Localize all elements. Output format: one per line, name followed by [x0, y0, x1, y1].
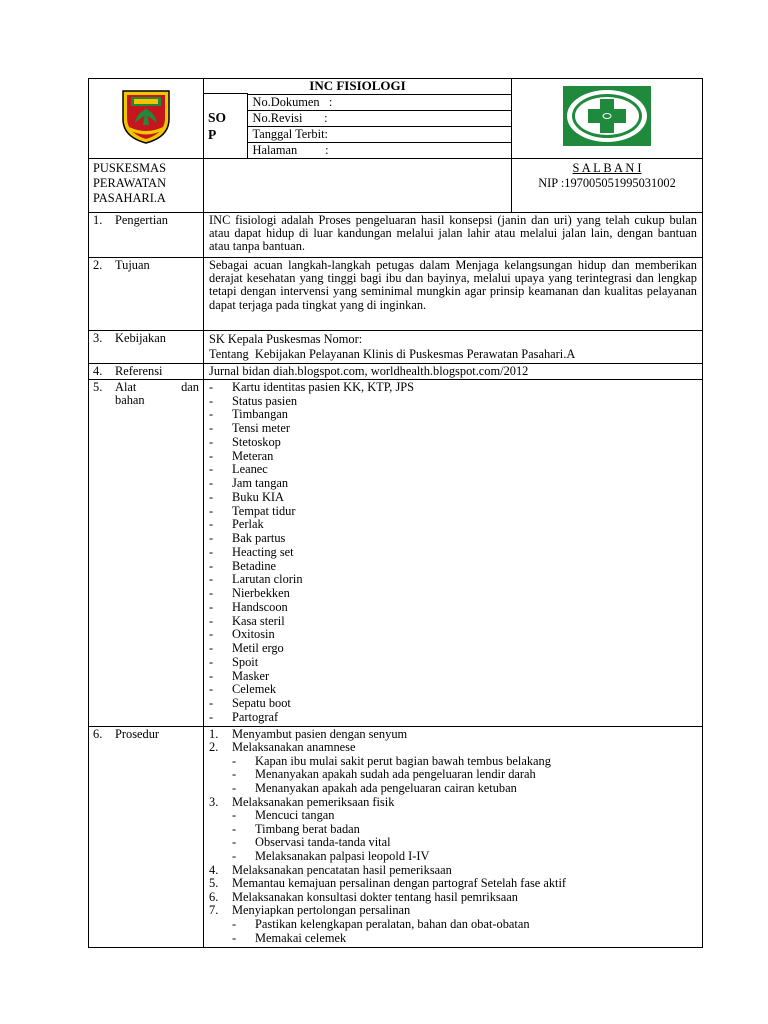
procedure-step: 6. Melaksanakan konsultasi dokter tentang hasil pemriksaan — [209, 889, 518, 904]
alat-bahan-list — [209, 381, 697, 725]
signer-cell — [512, 158, 703, 212]
section-label-kebijakan: 3. Kebijakan — [89, 330, 204, 363]
list-item: - Jam tangan — [209, 476, 289, 491]
alat-bahan-list-cell — [204, 379, 703, 726]
procedure-substep: - Memakai celemek — [232, 930, 347, 945]
list-item: - Spoit — [209, 654, 259, 669]
meta-issue-date: Tanggal Terbit: — [248, 126, 512, 142]
procedure-step: 1. Menyambut pasien dengan senyum — [209, 726, 408, 741]
procedure-step: 2. Melaksanakan anamnese — [209, 740, 356, 755]
meta-table — [204, 93, 511, 158]
list-item: - Buku KIA — [209, 489, 284, 504]
list-item: - Tensi meter — [209, 421, 290, 436]
procedure-step: 7. Menyiapkan pertolongan persalinan — [209, 903, 411, 918]
document-title: INC FISIOLOGI — [309, 78, 406, 93]
list-item: - Leanec — [209, 462, 268, 477]
meta-revision: No.Revisi : — [248, 110, 512, 126]
signer-nip: NIP :197005051995031002 — [538, 175, 676, 190]
list-item: - Masker — [209, 668, 270, 683]
list-item: - Partograf — [209, 709, 279, 724]
section-label-prosedur: 6. Prosedur — [89, 726, 204, 948]
section-label-referensi: 4. Referensi — [89, 363, 204, 379]
signer-name: S A L B A N I — [572, 160, 642, 175]
section-label-alat-bahan: 5. Alat dan bahan — [89, 379, 204, 726]
blank-cell — [204, 158, 512, 212]
procedure-substep: - Menanyakan apakah ada pengeluaran cairan ketuban — [232, 781, 517, 796]
list-item: - Betadine — [209, 558, 277, 573]
section-label-tujuan: 2. Tujuan — [89, 257, 204, 330]
kebijakan-text: SK Kepala Puskesmas Nomor: Tentang Kebijakan Pelayanan Klinis di Puskesmas Perawatan Pasahari.A — [204, 330, 703, 363]
list-item: - Oxitosin — [209, 627, 275, 642]
procedure-substep: - Menanyakan apakah sudah ada pengeluaran lendir darah — [232, 767, 536, 782]
left-logo-cell — [89, 79, 204, 159]
meta-page: Halaman : — [248, 142, 512, 158]
procedure-substep: - Timbang berat badan — [232, 821, 360, 836]
list-item: - Stetoskop — [209, 434, 281, 449]
list-item: - Handscoon — [209, 599, 288, 614]
referensi-text: Jurnal bidan diah.blogspot.com, worldhealth.blogspot.com/2012 — [204, 363, 703, 379]
procedure-substep: - Kapan ibu mulai sakit perut bagian bawah tembus belakang — [232, 753, 551, 768]
prosedur-list — [209, 728, 697, 946]
procedure-substep: - Observasi tanda-tanda vital — [232, 835, 391, 850]
meta-fields — [247, 94, 511, 158]
list-item: - Nierbekken — [209, 586, 290, 601]
list-item: - Celemek — [209, 682, 277, 697]
tujuan-text: Sebagai acuan langkah-langkah petugas dalam Menjaga kelangsungan hidup dan memberikan derajat kesehatan yang tinggi bagi ibu dan bayinya, melalui upaya yang terintegrasi dan lengkap tetapi dengan intervensi yang seminimal mungkin agar prinsip keamanan dan kualitas pelayanan dapat terjaga pada tingkat yang di inginkan. — [204, 257, 703, 330]
organization-cell: PUSKESMAS PERAWATAN PASAHARI.A — [89, 158, 204, 212]
list-item: - Bak partus — [209, 531, 286, 546]
procedure-substep: - Pastikan kelengkapan peralatan, bahan dan obat-obatan — [232, 916, 530, 931]
health-cross-icon — [562, 85, 652, 147]
list-item: - Sepatu boot — [209, 696, 291, 711]
sop-label: SO P — [204, 94, 247, 158]
list-item: - Metil ergo — [209, 641, 284, 656]
prosedur-list-cell — [204, 726, 703, 948]
list-item: - Kartu identitas pasien KK, KTP, JPS — [209, 379, 415, 394]
list-item: - Tempat tidur — [209, 503, 296, 518]
list-item: - Timbangan — [209, 407, 288, 422]
list-item: - Status pasien — [209, 393, 298, 408]
procedure-step: 5. Memantau kemajuan persalinan dengan partograf Setelah fase aktif — [209, 876, 567, 891]
list-item: - Meteran — [209, 448, 274, 463]
meta-doc-number: No.Dokumen : — [248, 94, 512, 110]
sop-document — [88, 78, 702, 948]
procedure-step: 4. Melaksanakan pencatatan hasil pemeriksaan — [209, 862, 452, 877]
right-logo-cell — [512, 79, 703, 159]
pengertian-text: INC fisiologi adalah Proses pengeluaran hasil konsepsi (janin dan uri) yang telah cukup bulan atau dapat hidup di luar kandungan melalui jalan lahir atau melalui jalan lain, dengan bantuan atau tanpa bantuan. — [204, 212, 703, 257]
regional-emblem-icon — [115, 85, 177, 147]
title-meta-cell — [204, 79, 512, 159]
list-item: - Larutan clorin — [209, 572, 303, 587]
section-label-pengertian: 1. Pengertian — [89, 212, 204, 257]
list-item: - Perlak — [209, 517, 264, 532]
procedure-substep: - Melaksanakan palpasi leopold I-IV — [232, 849, 430, 863]
procedure-step: 3. Melaksanakan pemeriksaan fisik — [209, 794, 395, 809]
sop-table — [88, 78, 703, 948]
procedure-substep: - Mencuci tangan — [232, 808, 335, 823]
list-item: - Kasa steril — [209, 613, 285, 628]
list-item: - Heacting set — [209, 544, 294, 559]
